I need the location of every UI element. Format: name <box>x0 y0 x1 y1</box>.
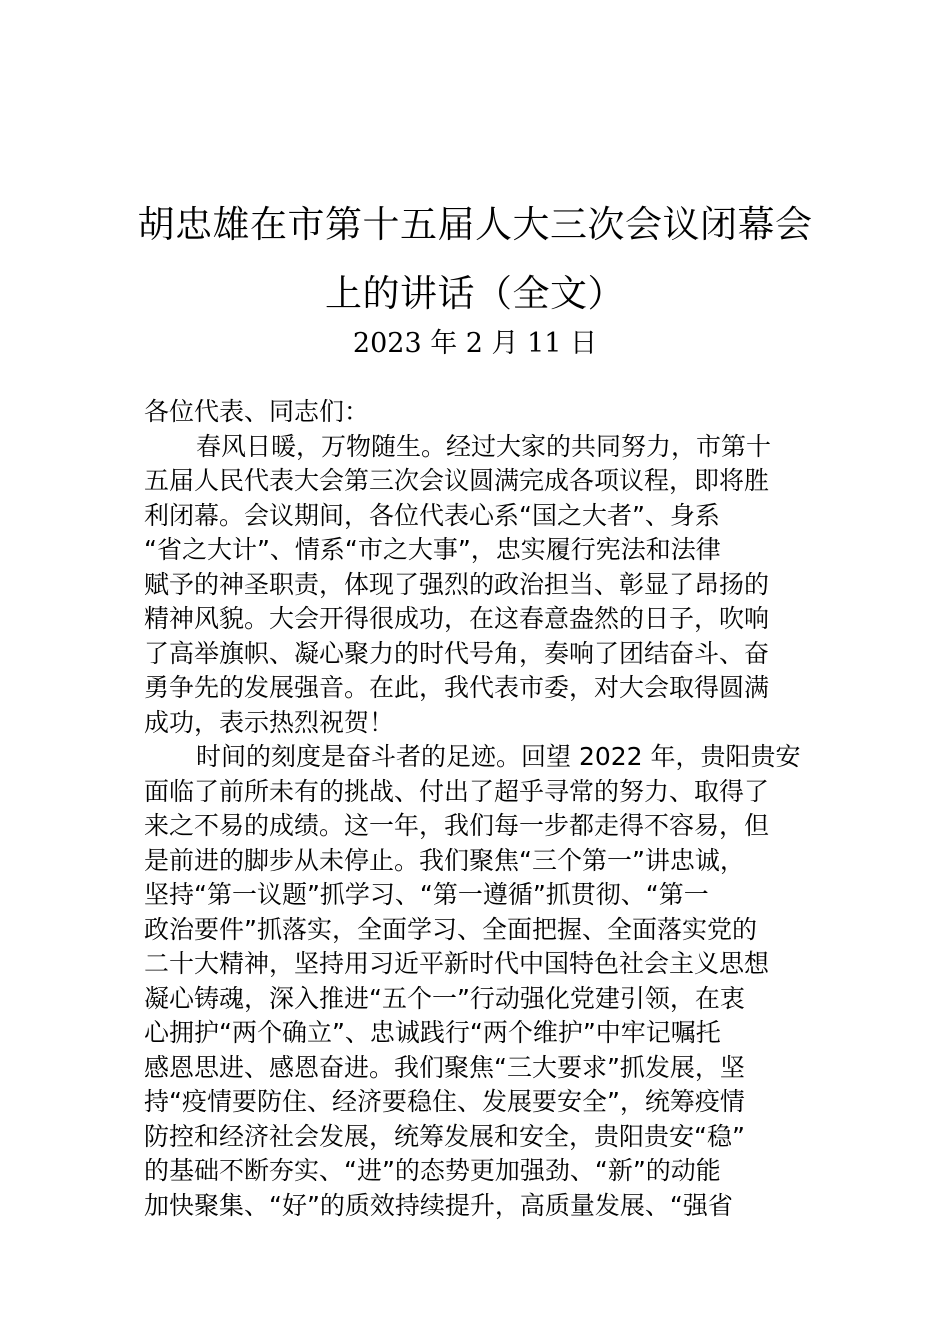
paragraph-line: 面临了前所未有的挑战、付出了超乎寻常的努力、取得了 <box>144 776 770 806</box>
paragraph-line: 感恩思进、感恩奋进。我们聚焦“三大要求”抓发展，坚 <box>144 1052 745 1082</box>
paragraph-line: 政治要件”抓落实，全面学习、全面把握、全面落实党的 <box>144 914 757 944</box>
paragraph-1 <box>144 430 814 741</box>
paragraph-line: 赋予的神圣职责，体现了强烈的政治担当、彰显了昂扬的 <box>144 569 770 599</box>
document-body <box>144 395 814 1223</box>
paragraph-line: 是前进的脚步从未停止。我们聚焦“三个第一”讲忠诚， <box>144 845 745 875</box>
salutation: 各位代表、同志们： <box>144 397 370 426</box>
paragraph-line: 成功，表示热烈祝贺！ <box>144 707 395 737</box>
paragraph-2 <box>144 740 814 1223</box>
title-line-1: 胡忠雄在市第十五届人大三次会议闭幕会 <box>137 203 813 246</box>
paragraph-line: 来之不易的成绩。这一年，我们每一步都走得不容易，但 <box>144 811 770 840</box>
paragraph-line: 利闭幕。会议期间，各位代表心系“国之大者”、身系 <box>144 500 720 530</box>
document-title <box>0 196 950 323</box>
paragraph-line: 时间的刻度是奋斗者的足迹。回望 2022 年，贵阳贵安 <box>196 742 801 771</box>
paragraph-line: 春风日暖，万物随生。经过大家的共同努力，市第十 <box>196 431 772 461</box>
paragraph-line: 凝心铸魂，深入推进“五个一”行动强化党建引领，在衷 <box>144 983 745 1013</box>
paragraph-line: 精神风貌。大会开得很成功，在这春意盎然的日子，吹响 <box>144 604 770 633</box>
title-line-2: 上的讲话（全文） <box>325 272 625 315</box>
paragraph-line: 加快聚集、“好”的质效持续提升，高质量发展、“强省 <box>144 1190 733 1220</box>
paragraph-line: 二十大精神，坚持用习近平新时代中国特色社会主义思想 <box>144 949 770 978</box>
paragraph-line: “省之大计”、情系“市之大事”，忠实履行宪法和法律 <box>144 535 721 564</box>
paragraph-line: 防控和经济社会发展，统筹发展和安全，贵阳贵安“稳” <box>144 1121 745 1151</box>
paragraph-line: 心拥护“两个确立”、忠诚践行“两个维护”中牢记嘱托 <box>144 1018 721 1047</box>
paragraph-line: 五届人民代表大会第三次会议圆满完成各项议程，即将胜 <box>144 466 770 495</box>
paragraph-line: 持“疫情要防住、经济要稳住、发展要安全”，统筹疫情 <box>144 1087 745 1116</box>
paragraph-line: 坚持“第一议题”抓学习、“第一遵循”抓贯彻、“第一 <box>144 880 709 909</box>
paragraph-line: 勇争先的发展强音。在此，我代表市委，对大会取得圆满 <box>144 673 770 702</box>
document-date: 2023 年 2 月 11 日 <box>352 328 598 359</box>
paragraph-line: 的基础不断夯实、“进”的态势更加强劲、“新”的动能 <box>144 1156 721 1185</box>
paragraph-line: 了高举旗帜、凝心聚力的时代号角，奏响了团结奋斗、奋 <box>144 638 770 668</box>
